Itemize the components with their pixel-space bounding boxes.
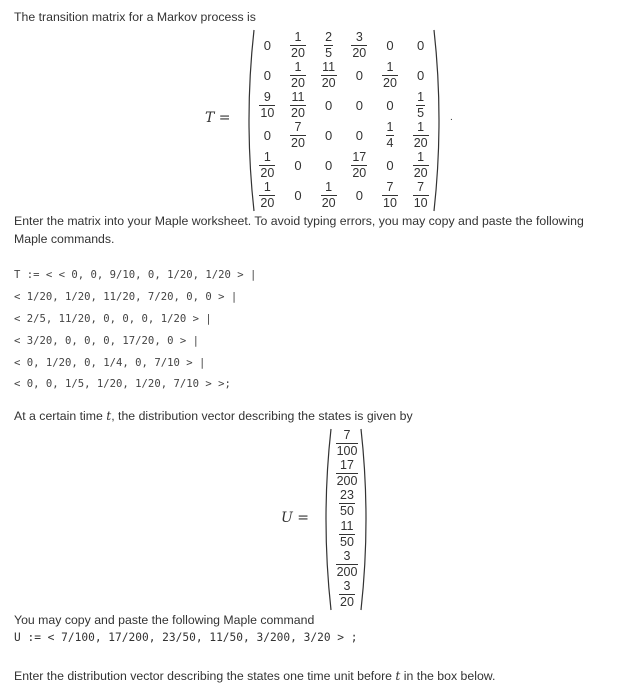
numerator: 1: [417, 149, 425, 164]
fraction: [382, 181, 398, 210]
numerator: 17: [340, 457, 354, 472]
matrix-t-cell-r4-c4: 0: [355, 127, 363, 143]
matrix-t-cell-r2-c5: [375, 60, 406, 90]
numerator: 3: [355, 29, 363, 44]
denominator: 20: [321, 75, 336, 90]
denominator: 20: [291, 105, 305, 120]
matrix-t-cell-r2-c1: 0: [263, 67, 271, 83]
numerator: 1: [386, 59, 394, 74]
denominator: 20: [352, 45, 367, 60]
numerator: 1: [294, 59, 302, 74]
matrix-t-cell-r2-c2: [283, 60, 314, 90]
maple-t-line-1[interactable]: T := < < 0, 0, 9/10, 0, 1/20, 1/20 > |: [14, 269, 257, 281]
denominator: 20: [260, 195, 275, 210]
numerator: 1: [417, 119, 425, 134]
matrix-t-cell-r1-c6: 0: [417, 37, 425, 53]
fraction: [336, 550, 359, 579]
fraction: [339, 580, 355, 609]
maple-t-line-2[interactable]: < 1/20, 1/20, 11/20, 7/20, 0, 0 > |: [14, 291, 238, 303]
fraction: [290, 121, 306, 150]
matrix-t-cell-r5-c1: [252, 150, 283, 180]
denominator: 10: [383, 195, 397, 210]
fraction: [321, 61, 337, 90]
denominator: 20: [291, 135, 305, 150]
denominator: 20: [413, 165, 428, 180]
fraction: [416, 91, 425, 120]
numerator: 1: [325, 179, 333, 194]
fraction: [386, 121, 395, 150]
right-paren-t: [431, 28, 445, 213]
matrix-t-label: T =: [205, 110, 231, 126]
fraction: [413, 181, 429, 210]
denominator: 200: [336, 473, 358, 488]
fraction: [382, 61, 398, 90]
maple-t-line-5[interactable]: < 0, 1/20, 0, 1/4, 0, 7/10 > |: [14, 357, 206, 369]
matrix-t: [252, 30, 436, 210]
matrix-t-cell-r6-c3: [313, 180, 344, 210]
matrix-t-cell-r3-c1: [252, 90, 283, 120]
matrix-t-cell-r5-c2: 0: [294, 157, 302, 173]
numerator: 7: [386, 179, 394, 194]
matrix-t-cell-r5-c4: [344, 150, 375, 180]
numerator: 11: [291, 89, 305, 104]
matrix-t-cell-r2-c4: 0: [355, 67, 363, 83]
fraction: [336, 429, 359, 458]
final-instruction: Enter the distribution vector describing the states one time unit before t in the box below.: [14, 669, 496, 683]
matrix-t-cell-r3-c2: [283, 90, 314, 120]
numerator: 1: [294, 29, 302, 44]
numerator: 23: [340, 488, 354, 503]
numerator: 11: [340, 518, 354, 533]
denominator: 200: [336, 564, 358, 579]
fraction: [290, 61, 306, 90]
numerator: 1: [263, 149, 271, 164]
fraction: [336, 459, 359, 488]
denominator: 10: [260, 105, 275, 120]
fraction: [351, 31, 367, 60]
denominator: 50: [340, 534, 354, 549]
numerator: 11: [322, 59, 336, 74]
matrix-t-cell-r1-c1: 0: [263, 37, 271, 53]
numerator: 7: [417, 179, 425, 194]
matrix-t-cell-r1-c3: [313, 30, 344, 60]
numerator: 7: [343, 427, 351, 442]
matrix-t-cell-r6-c5: [375, 180, 406, 210]
matrix-period: .: [450, 112, 453, 123]
maple-t-line-4[interactable]: < 3/20, 0, 0, 0, 17/20, 0 > |: [14, 335, 199, 347]
fraction: [290, 91, 306, 120]
maple-t-line-6[interactable]: < 0, 0, 1/5, 1/20, 1/20, 7/10 > >;: [14, 378, 231, 390]
matrix-t-cell-r5-c3: 0: [325, 157, 333, 173]
matrix-t-cell-r2-c3: [313, 60, 344, 90]
denominator: 100: [336, 443, 358, 458]
denominator: 5: [417, 105, 425, 120]
numerator: 1: [417, 89, 425, 104]
denominator: 20: [383, 75, 397, 90]
numerator: 1: [263, 179, 271, 194]
denominator: 20: [413, 135, 428, 150]
denominator: 20: [352, 165, 367, 180]
matrix-t-cell-r6-c4: 0: [355, 187, 363, 203]
fraction: [339, 520, 355, 549]
matrix-t-cell-r1-c2: [283, 30, 314, 60]
denominator: 4: [386, 135, 394, 150]
fraction: [324, 31, 333, 60]
matrix-t-cell-r3-c4: 0: [355, 97, 363, 113]
numerator: 9: [263, 89, 271, 104]
numerator: 1: [386, 119, 394, 134]
matrix-t-cell-r6-c2: 0: [294, 187, 302, 203]
matrix-t-cell-r5-c5: 0: [386, 157, 394, 173]
distribution-text: At a certain time t, the distribution vector describing the states is given by: [14, 409, 413, 423]
instructions-text: Enter the matrix into your Maple worksheet. To avoid typing errors, you may copy and paste the following Maple commands.: [14, 214, 584, 246]
intro-text: The transition matrix for a Markov process is: [14, 10, 256, 24]
numerator: 7: [294, 119, 302, 134]
denominator: 20: [260, 165, 275, 180]
matrix-t-cell-r1-c5: 0: [386, 37, 394, 53]
denominator: 20: [291, 75, 305, 90]
fraction: [339, 489, 355, 518]
matrix-t-cell-r6-c1: [252, 180, 283, 210]
fraction: [259, 151, 275, 180]
numerator: 17: [352, 149, 367, 164]
matrix-t-cell-r3-c3: 0: [325, 97, 333, 113]
denominator: 5: [325, 45, 333, 60]
fraction: [351, 151, 367, 180]
matrix-t-cell-r3-c5: 0: [386, 97, 394, 113]
denominator: 50: [340, 504, 354, 519]
numerator: 2: [325, 29, 333, 44]
maple-t-line-3[interactable]: < 2/5, 11/20, 0, 0, 0, 1/20 > |: [14, 313, 212, 325]
fraction: [290, 31, 306, 60]
matrix-t-cell-r2-c6: 0: [417, 67, 425, 83]
vector-u-label: U =: [281, 510, 309, 526]
denominator: 20: [321, 195, 336, 210]
matrix-t-cell-r4-c3: 0: [325, 127, 333, 143]
fraction: [321, 181, 337, 210]
numerator: 3: [343, 579, 351, 594]
matrix-t-cell-r4-c5: [375, 120, 406, 150]
fraction: [413, 121, 429, 150]
numerator: 3: [343, 548, 351, 563]
fraction: [413, 151, 429, 180]
denominator: 20: [340, 595, 354, 610]
fraction: [259, 91, 275, 120]
fraction: [259, 181, 275, 210]
copy-note: You may copy and paste the following Maple command: [14, 613, 315, 627]
right-paren-u: [358, 427, 372, 612]
matrix-t-cell-r1-c4: [344, 30, 375, 60]
matrix-t-cell-r4-c1: 0: [263, 127, 271, 143]
denominator: 20: [291, 45, 305, 60]
denominator: 10: [413, 195, 428, 210]
maple-code-u[interactable]: U := < 7/100, 17/200, 23/50, 11/50, 3/200, 3/20 > ;: [14, 631, 358, 644]
matrix-t-cell-r4-c2: [283, 120, 314, 150]
